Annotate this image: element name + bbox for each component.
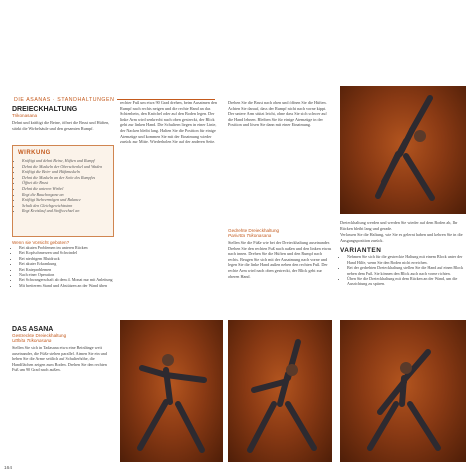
column3-subtitle: Gedrehte Dreieckhaltung — [228, 228, 280, 233]
photo-triangle-pose-top — [340, 86, 466, 214]
list-item: • Bei niedrigem Blutdruck — [19, 256, 114, 261]
list-item: • Regt Kreislauf und Stoffwechsel an — [22, 208, 109, 214]
figure-side-pose-icon — [340, 320, 466, 462]
list-item: • Üben Sie die Dreieckhaltung mit dem Rücken an der Wand, um die Ausrichtung zu spüren. — [347, 276, 466, 287]
asana-title: DAS ASANA — [12, 326, 54, 333]
asana-block — [12, 326, 114, 373]
page-number: 164 — [4, 466, 13, 471]
list-item: • Regt die Bauchorgane an — [22, 192, 109, 198]
list-item: • Bei Kopfschmerzen und Schwindel — [19, 250, 114, 255]
varianten-list — [340, 254, 466, 286]
asana-text: Stellen Sie sich in Tadasana etwa eine Beinlänge weit auseinander, die Füße stehen parallel. Atmen Sie ein und heben Sie die Arme seitlich auf Schulterhöhe, die Handflächen zeigen zum Boden. Drehen Sie den rechten Fuß um 90 Grad nach außen. — [12, 345, 107, 373]
column3-text-top: Drehen Sie die Brust nach oben und öffnen Sie die Hüften. Achten Sie darauf, dass der Rumpf nicht nach vorne kippt. Der untere Arm stützt leicht, ohne dass Sie sich schwer auf die Hand lehnen. Bleiben Sie für einige Atemzüge in der Position und lösen Sie dann mit einer Einatmung. — [228, 100, 327, 128]
figure-triangle-pose-icon — [340, 86, 466, 214]
pose-intro: Dehnt und kräftigt die Beine, öffnet die Brust und Hüften, stärkt die Wirbelsäule und den gesamten Rumpf. — [12, 120, 110, 131]
list-item: • Öffnet die Brust — [22, 180, 109, 186]
column3-sub-block — [228, 228, 332, 279]
wirkung-box — [12, 145, 114, 237]
figure-revolved-triangle-icon — [228, 320, 332, 462]
right-text-top2: Verlassen Sie die Haltung, wie Sie es gelernt haben und kehren Sie in die Ausgangsposition zurück. — [340, 232, 463, 243]
list-item: • Schult den Gleichgewichtssinn — [22, 203, 109, 209]
pose-title: DREIECKHALTUNG — [12, 106, 78, 113]
right-text-top: Dreieckhaltung werden und werden Sie wieder auf dem Boden ab, Ihr Rücken bleibt lang und gerade. — [340, 220, 458, 231]
list-item: • Nehmen Sie sich für die gestreckte Haltung mit einem Block unter der Hand Hilfe, wenn Sie den Boden nicht erreichen. — [347, 254, 466, 265]
asana-subtitle-sanskrit: Utthita Trikonasana — [12, 338, 52, 343]
list-item: • Bei der gedrehten Dreieckhaltung stellen Sie die Hand auf einen Block neben dem Fuß. Sie können den Blick auch nach vorne richten. — [347, 265, 466, 276]
list-item: • Bei akuten Problemen im unteren Rücken — [19, 245, 114, 250]
list-item: • Dehnt die Muskeln der Oberschenkel und Waden — [22, 164, 109, 170]
varianten-title: VARIANTEN — [340, 247, 382, 255]
right-column — [340, 220, 466, 287]
list-item: • Dehnt die unteren Wirbel — [22, 186, 109, 192]
list-item: • Kräftigt Stehvermögen und Balance — [22, 197, 109, 203]
pose-subtitle: Trikonasana — [12, 113, 38, 118]
list-item: • Nach einer Operation — [19, 272, 114, 277]
list-item: • Dehnt die Muskeln an der Seite des Rumpfes — [22, 175, 109, 181]
photo-extended-triangle — [120, 320, 223, 462]
figure-extended-triangle-icon — [120, 320, 223, 462]
list-item: • Bei Schwangerschaft ab dem 4. Monat nur mit Anleitung — [19, 277, 114, 282]
warnings-block — [12, 240, 114, 288]
wirkung-list — [13, 158, 113, 214]
asana-subtitle: Gestreckte Dreieckhaltung — [12, 333, 67, 338]
list-item: • Kräftigt und dehnt Beine, Hüften und Rumpf — [22, 158, 109, 164]
column2-text-top: rechter Fuß um etwa 90 Grad drehen, beim Ausatmen den Rumpf nach rechts neigen und die rechte Hand an das Schienbein, den Knöchel oder auf den Boden legen. Der linke Arm wird senkrecht nach oben gestreckt, der Blick geht zur linken Hand. Die Schultern liegen in einer Linie, der Nacken bleibt lang. Halten Sie die Position für einige Atemzüge und kommen Sie mit der Einatmung wieder zurück zur Mitte. Wiederholen Sie auf der anderen Seite. — [120, 100, 217, 145]
warnings-title: Wenn sie Vorsicht geboten? — [12, 240, 70, 245]
list-item: • Kräftigt die Bein- und Hüftmuskeln — [22, 169, 109, 175]
column3-text-bottom: Stellen Sie die Füße wie bei der Dreieckhaltung auseinander. Drehen Sie den rechten Fuß nach außen und den linken etwas nach innen. Drehen Sie die Hüften und den Rumpf nach rechts. Beugen Sie sich mit der Ausatmung nach vorne und legen Sie die linke Hand außen neben den rechten Fuß. Der rechte Arm wird nach oben gestreckt, der Blick geht zur oberen Hand. — [228, 240, 332, 279]
photo-revolved-triangle-side — [340, 320, 466, 462]
warnings-list — [12, 245, 114, 288]
list-item: • Mit breiterem Stand und Abstützen an der Wand üben — [19, 283, 114, 288]
photo-revolved-triangle — [228, 320, 332, 462]
left-column — [12, 106, 114, 131]
wirkung-title: WIRKUNG — [18, 150, 51, 156]
list-item: • Bei akuter Erkrankung — [19, 261, 114, 266]
section-header-text: DIE ASANAS · STANDHALTUNGEN — [14, 97, 115, 103]
list-item: • Bei Knieproblemen — [19, 267, 114, 272]
column3-subtitle-sanskrit: Parivrtta Trikonasana — [228, 233, 272, 238]
